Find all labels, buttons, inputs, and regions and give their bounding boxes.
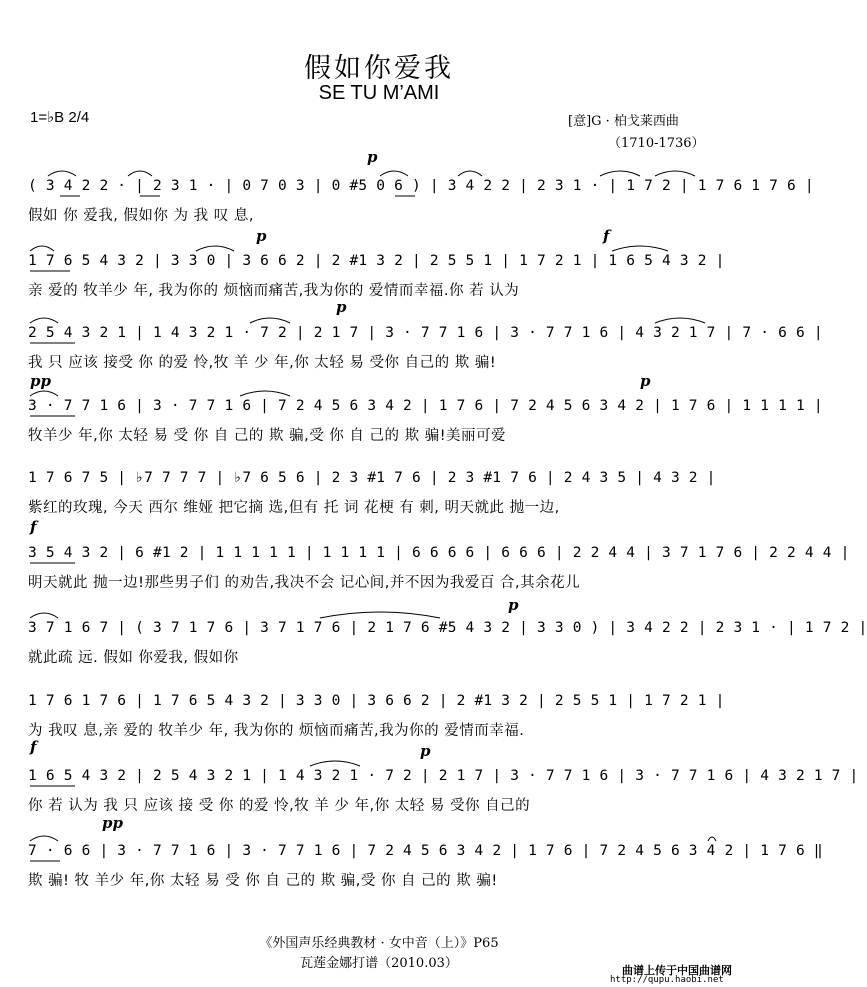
lyric-line: 欺 骗! 牧 羊少 年,你 太轻 易 受 你 自 己的 欺 骗,受 你 自 己的 欺 骗! (28, 873, 498, 889)
song-title: 假如你爱我 (304, 53, 454, 84)
watermark-text: 曲谱上传于中国曲谱网 (622, 964, 732, 977)
typist-credit: 瓦莲金娜打谱（2010.03） (300, 956, 458, 971)
dynamic-marking: f (30, 738, 37, 756)
notation-line: ( 3 4 2 2 · | 2 3 1 · | 0 7 0 3 | 0 #5 0 6 ) | 3 4 2 2 | 2 3 1 · | 1 7 2 | 1 7 6 1 7 6 | (28, 178, 814, 194)
watermark-url[interactable]: http://qupu.haobi.net (610, 975, 724, 985)
composer-dates: （1710-1736） (608, 136, 705, 151)
notation-line: 1 7 6 5 4 3 2 | 3 3 0 | 3 6 6 2 | 2 #1 3 2 | 2 5 5 1 | 1 7 2 1 | 1 6 5 4 3 2 | (28, 253, 725, 269)
dynamic-marking: p (367, 148, 378, 166)
lyric-line: 假如 你 爱我, 假如你 为 我 叹 息, (28, 208, 254, 224)
dynamic-marking: p (256, 227, 267, 245)
notation-line: 3 7 1 6 7 | ( 3 7 1 7 6 | 3 7 1 7 6 | 2 1 7 6 #5 4 3 2 | 3 3 0 ) | 3 4 2 2 | 2 3 1 · | 1 7 2 | (28, 620, 867, 636)
notation-line: 3 · 7 7 1 6 | 3 · 7 7 1 6 | 7 2 4 5 6 3 4 2 | 1 7 6 | 7 2 4 5 6 3 4 2 | 1 7 6 | 1 1 1 1 | (28, 398, 823, 414)
dynamic-marking: p (336, 298, 347, 316)
dynamic-marking: pp (30, 372, 51, 390)
source-citation: 《外国声乐经典教材 · 女中音（上）》P65 (259, 936, 499, 951)
notation-line: 3 5 4 3 2 | 6 #1 2 | 1 1 1 1 1 | 1 1 1 1 | 6 6 6 6 | 6 6 6 | 2 2 4 4 | 3 7 1 7 6 | 2 2 4 4 | (28, 545, 850, 561)
lyric-line: 我 只 应该 接受 你 的爱 怜,牧 羊 少 年,你 太轻 易 受你 自己的 欺 骗! (28, 355, 497, 371)
lyric-line: 为 我叹 息,亲 爱的 牧羊少 年, 我为你的 烦恼而痛苦,我为你的 爱情而幸福. (28, 723, 525, 739)
dynamic-marking: p (508, 596, 519, 614)
notation-line: 7 · 6 6 | 3 · 7 7 1 6 | 3 · 7 7 1 6 | 7 2 4 5 6 3 4 2 | 1 7 6 | 7 2 4 5 6 3 4 2 | 1 7 6 ‖ (28, 843, 823, 859)
dynamic-marking: pp (102, 814, 123, 832)
dynamic-marking: p (640, 372, 651, 390)
notation-line: 1 6 5 4 3 2 | 2 5 4 3 2 1 | 1 4 3 2 1 · 7 2 | 2 1 7 | 3 · 7 7 1 6 | 3 · 7 7 1 6 | 4 3 2 1 7 | (28, 768, 859, 784)
notation-line: 1 7 6 1 7 6 | 1 7 6 5 4 3 2 | 3 3 0 | 3 6 6 2 | 2 #1 3 2 | 2 5 5 1 | 1 7 2 1 | (28, 693, 725, 709)
song-subtitle: SE TU M’AMI (318, 82, 440, 104)
dynamic-marking: p (420, 742, 431, 760)
lyric-line: 紫红的玫瑰, 今天 西尔 维娅 把它摘 选,但有 托 词 花梗 有 刺, 明天就此 抛一边, (28, 500, 560, 516)
notation-line: 1 7 6 7 5 | ♭7 7 7 7 | ♭7 6 5 6 | 2 3 #1 7 6 | 2 3 #1 7 6 | 2 4 3 5 | 4 3 2 | (28, 470, 716, 486)
lyric-line: 亲 爱的 牧羊少 年, 我为你的 烦恼而痛苦,我为你的 爱情而幸福.你 若 认为 (28, 283, 520, 299)
lyric-line: 牧羊少 年,你 太轻 易 受 你 自 己的 欺 骗,受 你 自 己的 欺 骗!美丽可爱 (28, 428, 507, 444)
dynamic-marking: f (603, 227, 610, 245)
lyric-line: 就此疏 远. 假如 你爱我, 假如你 (28, 650, 239, 666)
notation-line: 2 5 4 3 2 1 | 1 4 3 2 1 · 7 2 | 2 1 7 | 3 · 7 7 1 6 | 3 · 7 7 1 6 | 4 3 2 1 7 | 7 · 6 6 | (28, 325, 823, 341)
lyric-line: 明天就此 抛一边!那些男子们 的劝告,我决不会 记心间,并不因为我爱百 合,其余花儿 (28, 575, 581, 591)
composer-credit: [意]G · 柏戈莱西曲 (568, 114, 679, 129)
lyric-line: 你 若 认为 我 只 应该 接 受 你 的爱 怜,牧 羊 少 年,你 太轻 易 受你 自己的 (28, 798, 531, 814)
dynamic-marking: f (30, 518, 37, 536)
key-signature: 1=♭B 2/4 (30, 109, 90, 126)
